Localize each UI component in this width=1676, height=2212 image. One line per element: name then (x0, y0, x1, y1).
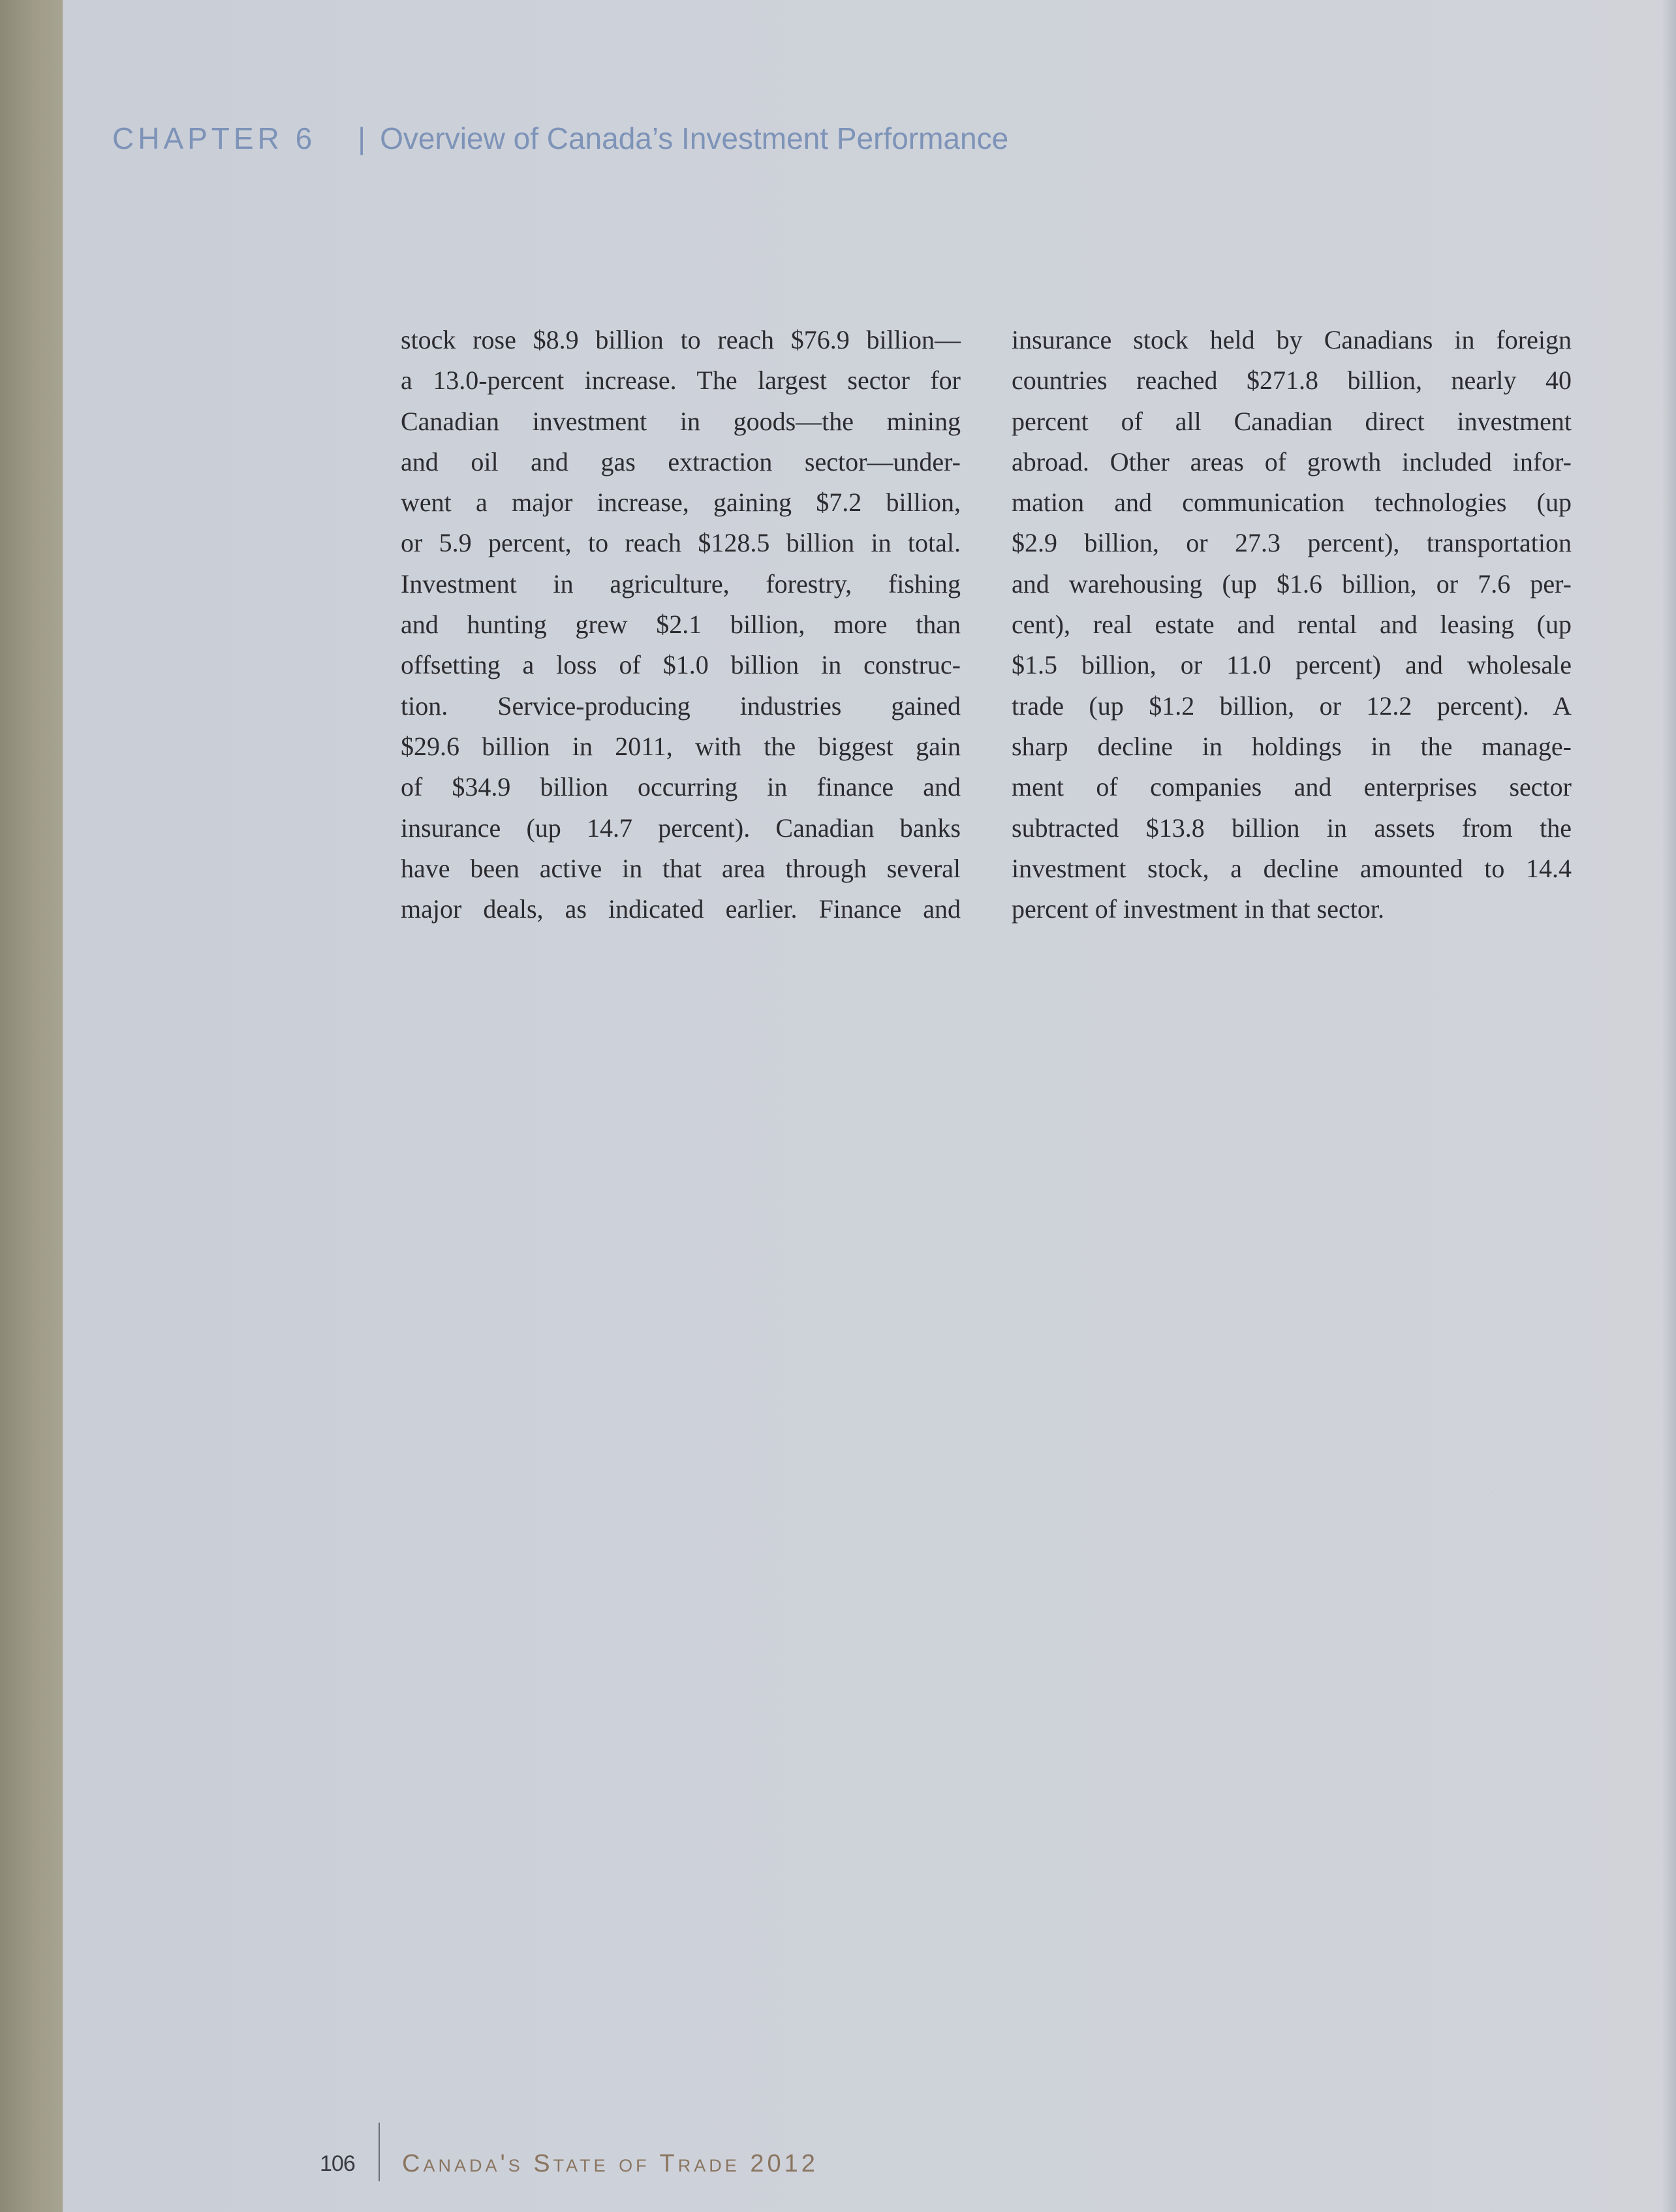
text-line: went a major increase, gaining $7.2 billion, (401, 488, 961, 518)
text-line: and warehousing (up $1.6 billion, or 7.6 per- (1012, 569, 1572, 599)
text-line: Investment in agriculture, forestry, fishing (401, 569, 961, 599)
page-right-edge (1662, 0, 1676, 2212)
text-line: investment stock, a decline amounted to 14.4 (1012, 853, 1572, 883)
text-line: mation and communication technologies (up (1012, 488, 1572, 518)
text-line: offsetting a loss of $1.0 billion in construc- (401, 650, 961, 680)
publication-title: Canada's State of Trade 2012 (402, 2150, 818, 2177)
text-line: stock rose $8.9 billion to reach $76.9 billion— (401, 325, 961, 354)
text-line: major deals, as indicated earlier. Finance and (401, 894, 961, 924)
page-binding-edge (0, 0, 63, 2212)
text-line: $1.5 billion, or 11.0 percent) and wholesale (1012, 650, 1572, 680)
text-line: insurance stock held by Canadians in foreign (1012, 325, 1572, 354)
text-line: abroad. Other areas of growth included infor- (1012, 446, 1572, 476)
text-line: trade (up $1.2 billion, or 12.2 percent). A (1012, 691, 1572, 721)
running-header (112, 119, 1008, 158)
text-line: and hunting grew $2.1 billion, more than (401, 610, 961, 640)
text-line: and oil and gas extraction sector—under- (401, 446, 961, 476)
page-number: 106 (320, 2151, 355, 2176)
text-line: percent of investment in that sector. (1012, 894, 1384, 924)
chapter-label: CHAPTER 6 (112, 121, 317, 155)
text-line: insurance (up 14.7 percent). Canadian banks (401, 813, 961, 843)
text-line: countries reached $271.8 billion, nearly 40 (1012, 366, 1572, 396)
text-line: of $34.9 billion occurring in finance and (401, 772, 961, 802)
text-line: subtracted $13.8 billion in assets from the (1012, 813, 1572, 843)
text-line: have been active in that area through several (401, 853, 961, 883)
text-line: Canadian investment in goods—the mining (401, 406, 961, 436)
text-line: tion. Service-producing industries gained (401, 691, 961, 721)
text-line: a 13.0-percent increase. The largest sector for (401, 366, 961, 396)
text-line: sharp decline in holdings in the manage- (1012, 731, 1572, 761)
text-line: or 5.9 percent, to reach $128.5 billion in total. (401, 528, 961, 558)
header-separator: | (358, 121, 366, 155)
text-line: ment of companies and enterprises sector (1012, 772, 1572, 802)
text-line: percent of all Canadian direct investment (1012, 406, 1572, 436)
text-line: $29.6 billion in 2011, with the biggest gain (401, 731, 961, 761)
text-line: $2.9 billion, or 27.3 percent), transportation (1012, 528, 1572, 558)
footer-divider (379, 2123, 380, 2181)
left-text-column (401, 320, 961, 929)
right-text-column (1012, 320, 1572, 929)
text-line: cent), real estate and rental and leasing (up (1012, 610, 1572, 640)
chapter-title: Overview of Canada’s Investment Performance (380, 121, 1009, 155)
